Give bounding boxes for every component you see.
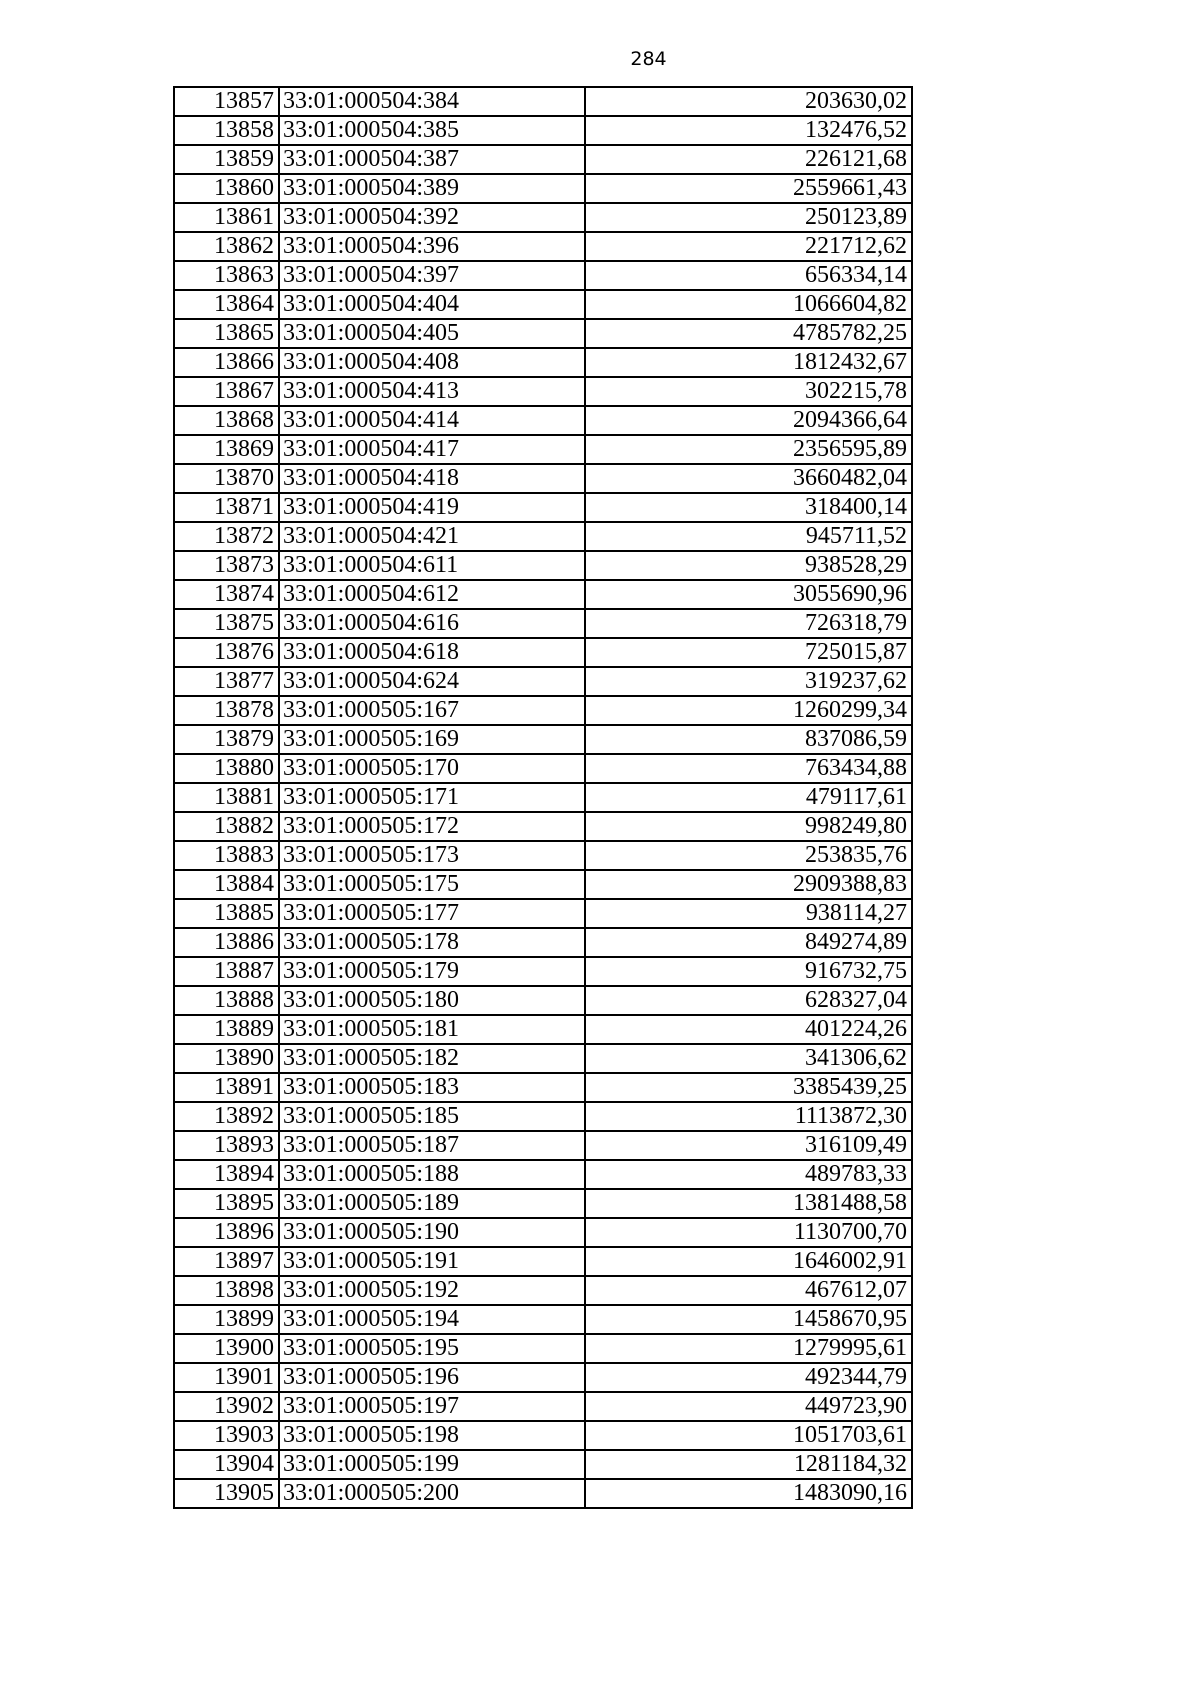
cadastral-value-cell: 467612,07 (585, 1276, 912, 1305)
table-row (174, 1450, 912, 1479)
row-number-cell: 13875 (174, 609, 279, 638)
table-row (174, 725, 912, 754)
row-number-cell: 13899 (174, 1305, 279, 1334)
row-number-cell: 13861 (174, 203, 279, 232)
cadastral-number-cell: 33:01:000504:404 (279, 290, 585, 319)
row-number-cell: 13887 (174, 957, 279, 986)
row-number-cell: 13888 (174, 986, 279, 1015)
cadastral-value-cell: 2356595,89 (585, 435, 912, 464)
row-number-cell: 13876 (174, 638, 279, 667)
table-row (174, 203, 912, 232)
cadastral-number-cell: 33:01:000504:396 (279, 232, 585, 261)
row-number-cell: 13897 (174, 1247, 279, 1276)
cadastral-number-cell: 33:01:000504:421 (279, 522, 585, 551)
cadastral-value-cell: 938114,27 (585, 899, 912, 928)
cadastral-value-cell: 492344,79 (585, 1363, 912, 1392)
row-number-cell: 13870 (174, 464, 279, 493)
row-number-cell: 13893 (174, 1131, 279, 1160)
cadastral-value-cell: 998249,80 (585, 812, 912, 841)
cadastral-value-cell: 938528,29 (585, 551, 912, 580)
row-number-cell: 13860 (174, 174, 279, 203)
cadastral-value-cell: 1281184,32 (585, 1450, 912, 1479)
cadastral-number-cell: 33:01:000505:167 (279, 696, 585, 725)
cadastral-value-cell: 725015,87 (585, 638, 912, 667)
table-row (174, 1276, 912, 1305)
row-number-cell: 13857 (174, 87, 279, 116)
cadastral-value-cell: 479117,61 (585, 783, 912, 812)
cadastral-number-cell: 33:01:000505:175 (279, 870, 585, 899)
cadastral-number-cell: 33:01:000504:389 (279, 174, 585, 203)
cadastral-number-cell: 33:01:000504:616 (279, 609, 585, 638)
table-row (174, 290, 912, 319)
row-number-cell: 13864 (174, 290, 279, 319)
cadastral-number-cell: 33:01:000504:405 (279, 319, 585, 348)
row-number-cell: 13891 (174, 1073, 279, 1102)
cadastral-value-cell: 341306,62 (585, 1044, 912, 1073)
table-row (174, 261, 912, 290)
cadastral-number-cell: 33:01:000505:189 (279, 1189, 585, 1218)
cadastral-number-cell: 33:01:000505:178 (279, 928, 585, 957)
cadastral-value-cell: 1066604,82 (585, 290, 912, 319)
cadastral-value-cell: 221712,62 (585, 232, 912, 261)
table-row (174, 522, 912, 551)
cadastral-number-cell: 33:01:000505:179 (279, 957, 585, 986)
row-number-cell: 13871 (174, 493, 279, 522)
cadastral-value-cell: 2559661,43 (585, 174, 912, 203)
page-number: 284 (630, 48, 667, 70)
cadastral-number-cell: 33:01:000504:417 (279, 435, 585, 464)
row-number-cell: 13877 (174, 667, 279, 696)
table-row (174, 580, 912, 609)
cadastral-value-cell: 2909388,83 (585, 870, 912, 899)
cadastral-number-cell: 33:01:000505:199 (279, 1450, 585, 1479)
cadastral-value-cell: 3055690,96 (585, 580, 912, 609)
cadastral-number-cell: 33:01:000504:385 (279, 116, 585, 145)
cadastral-number-cell: 33:01:000504:413 (279, 377, 585, 406)
cadastral-value-cell: 316109,49 (585, 1131, 912, 1160)
cadastral-number-cell: 33:01:000504:387 (279, 145, 585, 174)
cadastral-value-cell: 656334,14 (585, 261, 912, 290)
table-row (174, 1160, 912, 1189)
cadastral-value-cell: 1051703,61 (585, 1421, 912, 1450)
cadastral-number-cell: 33:01:000505:182 (279, 1044, 585, 1073)
row-number-cell: 13866 (174, 348, 279, 377)
cadastral-value-cell: 1260299,34 (585, 696, 912, 725)
table-row (174, 899, 912, 928)
table-row (174, 783, 912, 812)
cadastral-value-cell: 319237,62 (585, 667, 912, 696)
table-row (174, 986, 912, 1015)
cadastral-value-cell: 1458670,95 (585, 1305, 912, 1334)
table-row (174, 551, 912, 580)
cadastral-value-cell: 726318,79 (585, 609, 912, 638)
table-row (174, 1392, 912, 1421)
cadastral-value-cell: 250123,89 (585, 203, 912, 232)
table-row (174, 1421, 912, 1450)
table-row (174, 1073, 912, 1102)
row-number-cell: 13859 (174, 145, 279, 174)
cadastral-value-cell: 916732,75 (585, 957, 912, 986)
cadastral-value-cell: 945711,52 (585, 522, 912, 551)
table-row (174, 696, 912, 725)
cadastral-value-cell: 1130700,70 (585, 1218, 912, 1247)
cadastral-value-cell: 203630,02 (585, 87, 912, 116)
cadastral-value-cell: 226121,68 (585, 145, 912, 174)
cadastral-value-cell: 401224,26 (585, 1015, 912, 1044)
cadastral-number-cell: 33:01:000505:169 (279, 725, 585, 754)
cadastral-number-cell: 33:01:000505:192 (279, 1276, 585, 1305)
cadastral-number-cell: 33:01:000505:197 (279, 1392, 585, 1421)
table-row (174, 1102, 912, 1131)
table-row (174, 174, 912, 203)
cadastral-number-cell: 33:01:000504:397 (279, 261, 585, 290)
cadastral-number-cell: 33:01:000505:200 (279, 1479, 585, 1508)
row-number-cell: 13892 (174, 1102, 279, 1131)
cadastral-number-cell: 33:01:000505:198 (279, 1421, 585, 1450)
cadastral-value-cell: 1646002,91 (585, 1247, 912, 1276)
cadastral-value-cell: 1812432,67 (585, 348, 912, 377)
row-number-cell: 13901 (174, 1363, 279, 1392)
row-number-cell: 13904 (174, 1450, 279, 1479)
cadastral-value-cell: 2094366,64 (585, 406, 912, 435)
row-number-cell: 13882 (174, 812, 279, 841)
row-number-cell: 13879 (174, 725, 279, 754)
cadastral-value-cell: 628327,04 (585, 986, 912, 1015)
table-row (174, 87, 912, 116)
row-number-cell: 13873 (174, 551, 279, 580)
cadastral-number-cell: 33:01:000504:624 (279, 667, 585, 696)
cadastral-value-cell: 318400,14 (585, 493, 912, 522)
table-row (174, 1218, 912, 1247)
table-row (174, 1044, 912, 1073)
cadastral-value-cell: 1483090,16 (585, 1479, 912, 1508)
table-row (174, 609, 912, 638)
cadastral-number-cell: 33:01:000505:181 (279, 1015, 585, 1044)
cadastral-number-cell: 33:01:000504:408 (279, 348, 585, 377)
cadastral-value-cell: 849274,89 (585, 928, 912, 957)
row-number-cell: 13874 (174, 580, 279, 609)
cadastral-number-cell: 33:01:000505:170 (279, 754, 585, 783)
cadastral-value-cell: 837086,59 (585, 725, 912, 754)
table-row (174, 812, 912, 841)
row-number-cell: 13885 (174, 899, 279, 928)
row-number-cell: 13894 (174, 1160, 279, 1189)
cadastral-number-cell: 33:01:000505:173 (279, 841, 585, 870)
table-row (174, 1334, 912, 1363)
row-number-cell: 13889 (174, 1015, 279, 1044)
row-number-cell: 13905 (174, 1479, 279, 1508)
table-row (174, 116, 912, 145)
table-row (174, 870, 912, 899)
cadastral-number-cell: 33:01:000505:191 (279, 1247, 585, 1276)
row-number-cell: 13862 (174, 232, 279, 261)
table-row (174, 1131, 912, 1160)
row-number-cell: 13881 (174, 783, 279, 812)
row-number-cell: 13895 (174, 1189, 279, 1218)
row-number-cell: 13858 (174, 116, 279, 145)
row-number-cell: 13903 (174, 1421, 279, 1450)
cadastral-number-cell: 33:01:000505:194 (279, 1305, 585, 1334)
cadastral-value-table (173, 86, 913, 1509)
cadastral-number-cell: 33:01:000504:618 (279, 638, 585, 667)
cadastral-number-cell: 33:01:000505:185 (279, 1102, 585, 1131)
row-number-cell: 13884 (174, 870, 279, 899)
cadastral-value-cell: 489783,33 (585, 1160, 912, 1189)
table-row (174, 1015, 912, 1044)
table-row (174, 1189, 912, 1218)
table-row (174, 638, 912, 667)
row-number-cell: 13883 (174, 841, 279, 870)
cadastral-number-cell: 33:01:000505:196 (279, 1363, 585, 1392)
table-row (174, 493, 912, 522)
cadastral-number-cell: 33:01:000505:183 (279, 1073, 585, 1102)
row-number-cell: 13886 (174, 928, 279, 957)
cadastral-value-cell: 302215,78 (585, 377, 912, 406)
cadastral-value-cell: 4785782,25 (585, 319, 912, 348)
cadastral-value-cell: 1113872,30 (585, 1102, 912, 1131)
cadastral-value-cell: 449723,90 (585, 1392, 912, 1421)
row-number-cell: 13880 (174, 754, 279, 783)
table-row (174, 841, 912, 870)
cadastral-number-cell: 33:01:000505:180 (279, 986, 585, 1015)
row-number-cell: 13867 (174, 377, 279, 406)
row-number-cell: 13890 (174, 1044, 279, 1073)
table-row (174, 232, 912, 261)
cadastral-number-cell: 33:01:000505:188 (279, 1160, 585, 1189)
row-number-cell: 13898 (174, 1276, 279, 1305)
row-number-cell: 13863 (174, 261, 279, 290)
table-body (174, 87, 912, 1508)
table-row (174, 754, 912, 783)
cadastral-value-cell: 3660482,04 (585, 464, 912, 493)
cadastral-number-cell: 33:01:000504:419 (279, 493, 585, 522)
cadastral-number-cell: 33:01:000504:611 (279, 551, 585, 580)
cadastral-number-cell: 33:01:000504:392 (279, 203, 585, 232)
table-row (174, 1305, 912, 1334)
cadastral-number-cell: 33:01:000505:171 (279, 783, 585, 812)
table-row (174, 928, 912, 957)
table-row (174, 406, 912, 435)
cadastral-number-cell: 33:01:000505:195 (279, 1334, 585, 1363)
cadastral-number-cell: 33:01:000505:190 (279, 1218, 585, 1247)
cadastral-value-cell: 3385439,25 (585, 1073, 912, 1102)
cadastral-number-cell: 33:01:000505:187 (279, 1131, 585, 1160)
row-number-cell: 13902 (174, 1392, 279, 1421)
cadastral-number-cell: 33:01:000504:414 (279, 406, 585, 435)
table-row (174, 1363, 912, 1392)
row-number-cell: 13865 (174, 319, 279, 348)
row-number-cell: 13868 (174, 406, 279, 435)
cadastral-value-cell: 132476,52 (585, 116, 912, 145)
cadastral-value-cell: 253835,76 (585, 841, 912, 870)
cadastral-number-cell: 33:01:000504:612 (279, 580, 585, 609)
row-number-cell: 13900 (174, 1334, 279, 1363)
row-number-cell: 13878 (174, 696, 279, 725)
cadastral-value-cell: 1279995,61 (585, 1334, 912, 1363)
table-row (174, 667, 912, 696)
table-row (174, 145, 912, 174)
row-number-cell: 13869 (174, 435, 279, 464)
cadastral-number-cell: 33:01:000504:418 (279, 464, 585, 493)
table-row (174, 319, 912, 348)
cadastral-value-cell: 1381488,58 (585, 1189, 912, 1218)
table-row (174, 957, 912, 986)
table-row (174, 1247, 912, 1276)
row-number-cell: 13872 (174, 522, 279, 551)
cadastral-number-cell: 33:01:000505:172 (279, 812, 585, 841)
table-row (174, 1479, 912, 1508)
table-row (174, 435, 912, 464)
cadastral-value-cell: 763434,88 (585, 754, 912, 783)
table-row (174, 464, 912, 493)
table-row (174, 377, 912, 406)
table-row (174, 348, 912, 377)
cadastral-number-cell: 33:01:000505:177 (279, 899, 585, 928)
row-number-cell: 13896 (174, 1218, 279, 1247)
cadastral-number-cell: 33:01:000504:384 (279, 87, 585, 116)
